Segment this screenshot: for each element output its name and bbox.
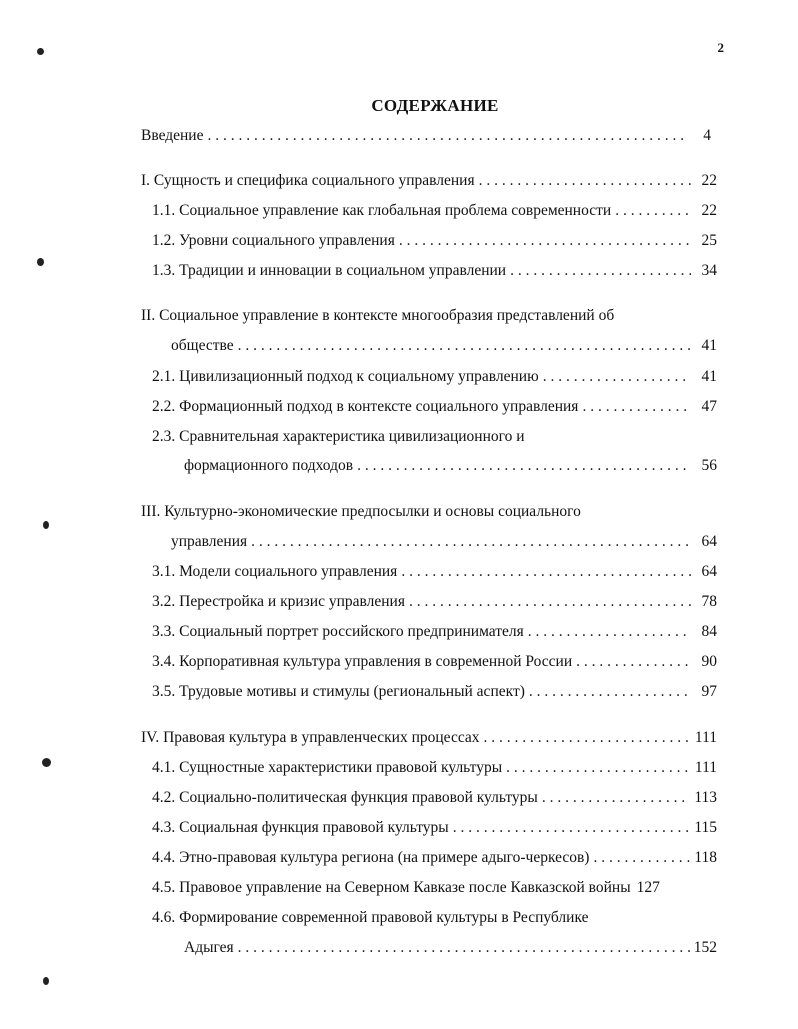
toc-entry-label: Адыгея: [184, 939, 234, 956]
toc-entry-label: 2.2. Формационный подход в контексте социального управления: [152, 398, 579, 415]
toc-entry-label: обществе: [171, 337, 234, 354]
toc-title: СОДЕРЖАНИЕ: [371, 96, 499, 115]
toc-entry-section-2-3-line-1: 2.3. Сравнительная характеристика цивилизационного и: [152, 428, 525, 445]
toc-entry-section-4-5: [152, 878, 717, 898]
toc-entry-chapter-2-line-1: II. Социальное управление в контексте многообразия представлений об: [141, 307, 615, 324]
toc-entry-label: 1.2. Уровни социального управления: [152, 232, 395, 249]
leader-dots: [238, 336, 691, 356]
toc-entry-page: 22: [701, 172, 717, 189]
toc-entry-label: I. Сущность и специфика социального управления: [141, 172, 475, 189]
toc-entry-section-4-6-line-1: 4.6. Формирование современной правовой культуры в Республике: [152, 909, 589, 926]
toc-entry-label: IV. Правовая культура в управленческих процессах: [141, 729, 480, 746]
leader-dots: [615, 201, 691, 221]
leader-dots: [582, 397, 691, 417]
toc-entry-section-4-3: [152, 818, 717, 838]
scan-speck: [42, 758, 51, 767]
scan-speck: [43, 977, 49, 985]
toc-entry-chapter-3: [171, 532, 717, 552]
toc-entry-section-2-2: [152, 397, 717, 417]
toc-entry-label: управления: [171, 533, 248, 550]
toc-entry-chapter-1: [141, 171, 717, 191]
leader-dots: [529, 682, 691, 702]
toc-entry-label: 4.4. Этно-правовая культура региона (на примере адыго-черкесов): [152, 849, 590, 866]
toc-entry-section-3-2: [152, 592, 717, 612]
toc-entry-section-4-4: [152, 848, 717, 868]
toc-entry-page: 113: [694, 789, 717, 806]
leader-dots: [543, 367, 691, 387]
leader-dots: [506, 758, 691, 778]
toc-entry-section-4-6: [184, 938, 717, 958]
scan-speck: [37, 258, 44, 266]
toc-entry-chapter-4: [141, 728, 717, 748]
toc-entry-page: 56: [701, 457, 717, 474]
toc-entry-label: 4.3. Социальная функция правовой культуры: [152, 819, 449, 836]
leader-dots: [479, 171, 691, 191]
toc-entry-page: 22: [701, 202, 717, 219]
toc-entry-page: 64: [701, 533, 717, 550]
toc-entry-page: 41: [701, 337, 717, 354]
toc-entry-section-1-1: [152, 201, 717, 221]
leader-dots: [542, 788, 691, 808]
toc-entry-label: 3.4. Корпоративная культура управления в современной России: [152, 653, 573, 670]
toc-entry-chapter-2: [171, 336, 717, 356]
toc-entry-page: 84: [701, 623, 717, 640]
toc-entry-page: 115: [694, 819, 717, 836]
toc-entry-label: 2.1. Цивилизационный подход к социальному управлению: [152, 368, 539, 385]
toc-entry-label: 3.1. Модели социального управления: [152, 563, 398, 580]
leader-dots: [357, 456, 691, 476]
toc-entry-label: 4.1. Сущностные характеристики правовой культуры: [152, 759, 503, 776]
toc-entry-page: 78: [701, 593, 717, 610]
toc-entry-page: 64: [701, 563, 717, 580]
toc-entry-page: 111: [694, 729, 717, 746]
toc-entry-page: 34: [701, 262, 717, 279]
leader-dots: [409, 592, 691, 612]
toc-entry-section-1-3: [152, 261, 717, 281]
toc-entry-section-2-3: [184, 456, 717, 476]
toc-entry-section-2-1: [152, 367, 717, 387]
toc-entry-section-1-2: [152, 231, 717, 251]
leader-dots: [399, 231, 691, 251]
toc-entry-page: 47: [701, 398, 717, 415]
toc-entry-page: 97: [701, 683, 717, 700]
leader-dots: [593, 848, 690, 868]
leader-dots: [207, 126, 685, 146]
page-number: 2: [717, 40, 724, 55]
toc-entry-page: 90: [701, 653, 717, 670]
scan-speck: [43, 521, 49, 529]
scan-speck: [37, 48, 44, 55]
toc-entry-introduction: [141, 126, 711, 146]
toc-entry-page: 41: [701, 368, 717, 385]
toc-entry-section-3-5: [152, 682, 717, 702]
toc-entry-page: 4: [703, 127, 711, 144]
toc-entry-label: 3.5. Трудовые мотивы и стимулы (региональный аспект): [152, 683, 525, 700]
toc-entry-page: 25: [701, 232, 717, 249]
toc-entry-page: 118: [694, 849, 717, 866]
toc-entry-section-4-2: [152, 788, 717, 808]
leader-dots: [528, 622, 691, 642]
toc-entry-label: 4.2. Социально-политическая функция правовой культуры: [152, 789, 538, 806]
leader-dots: [401, 562, 691, 582]
toc-entry-page: 152: [693, 939, 717, 956]
leader-dots: [238, 938, 690, 958]
toc-entry-label: Введение: [141, 127, 204, 144]
toc-entry-label: 1.1. Социальное управление как глобальная проблема современности: [152, 202, 612, 219]
leader-dots: [453, 818, 691, 838]
toc-entry-page: 127: [636, 879, 660, 896]
toc-entry-section-3-3: [152, 622, 717, 642]
toc-entry-section-3-1: [152, 562, 717, 582]
toc-entry-page: 111: [694, 759, 717, 776]
leader-dots: [251, 532, 691, 552]
toc-entry-chapter-3-line-1: III. Культурно-экономические предпосылки и основы социального: [141, 503, 581, 520]
leader-dots: [484, 728, 691, 748]
toc-entry-label: формационного подходов: [184, 457, 354, 474]
toc-entry-label: 4.5. Правовое управление на Северном Кавказе после Кавказской войны: [152, 879, 631, 896]
toc-entry-section-4-1: [152, 758, 717, 778]
leader-dots: [510, 261, 691, 281]
toc-entry-label: 3.2. Перестройка и кризис управления: [152, 593, 405, 610]
toc-entry-label: 1.3. Традиции и инновации в социальном управлении: [152, 262, 507, 279]
toc-entry-label: 3.3. Социальный портрет российского предпринимателя: [152, 623, 524, 640]
toc-entry-section-3-4: [152, 652, 717, 672]
leader-dots: [576, 652, 691, 672]
